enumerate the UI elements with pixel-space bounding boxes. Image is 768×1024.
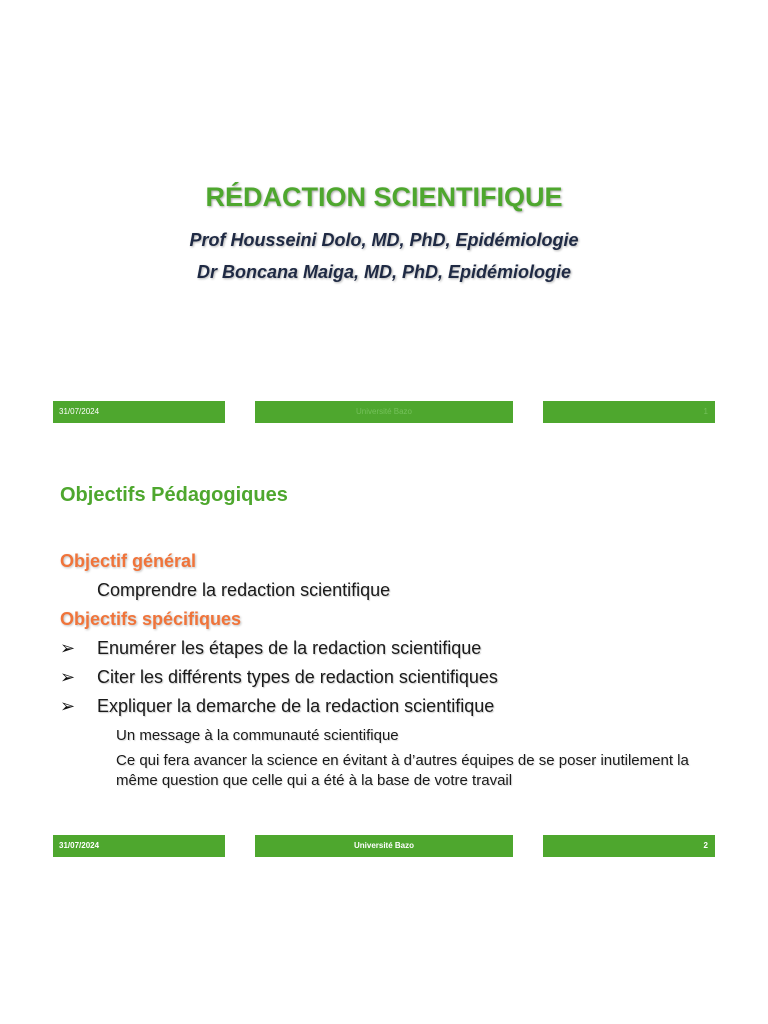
slide-2: [0, 440, 768, 860]
specific-objectives-heading: Objectifs spécifiques: [60, 609, 242, 629]
list-item-text: Expliquer la demarche de la redaction scientifique: [97, 696, 495, 716]
slide-title: Objectifs Pédagogiques: [60, 484, 288, 506]
sub-item: Un message à la communauté scientifique: [116, 727, 399, 744]
list-item: [60, 696, 720, 722]
slide-1: [0, 0, 768, 430]
general-objective-heading: Objectif général: [60, 551, 197, 571]
list-item: [60, 667, 720, 693]
footer-university: Université Bazo: [255, 835, 513, 857]
arrow-bullet-icon: ➢: [60, 638, 76, 658]
list-item: [60, 638, 720, 664]
arrow-bullet-icon: ➢: [60, 667, 76, 687]
list-item-text: Citer les différents types de redaction scientifiques: [97, 667, 498, 687]
slide-title: RÉDACTION SCIENTIFIQUE: [205, 182, 563, 212]
footer-date: 31/07/2024: [53, 835, 225, 857]
general-objective-text: Comprendre la redaction scientifique: [97, 580, 391, 600]
footer-page-number: 1: [543, 401, 715, 423]
author-2: Dr Boncana Maiga, MD, PhD, Epidémiologie: [196, 262, 572, 282]
sub-item: Ce qui fera avancer la science en évitant à d’autres équipes de se poser inutilement la même question que celle qui a été à la base de votre travail: [116, 752, 689, 789]
footer-university: Université Bazo: [255, 401, 513, 423]
list-item-text: Enumérer les étapes de la redaction scientifique: [97, 638, 482, 658]
footer-date: 31/07/2024: [53, 401, 225, 423]
author-1: Prof Housseini Dolo, MD, PhD, Epidémiologie: [189, 230, 579, 250]
footer-page-number: 2: [543, 835, 715, 857]
arrow-bullet-icon: ➢: [60, 696, 76, 716]
